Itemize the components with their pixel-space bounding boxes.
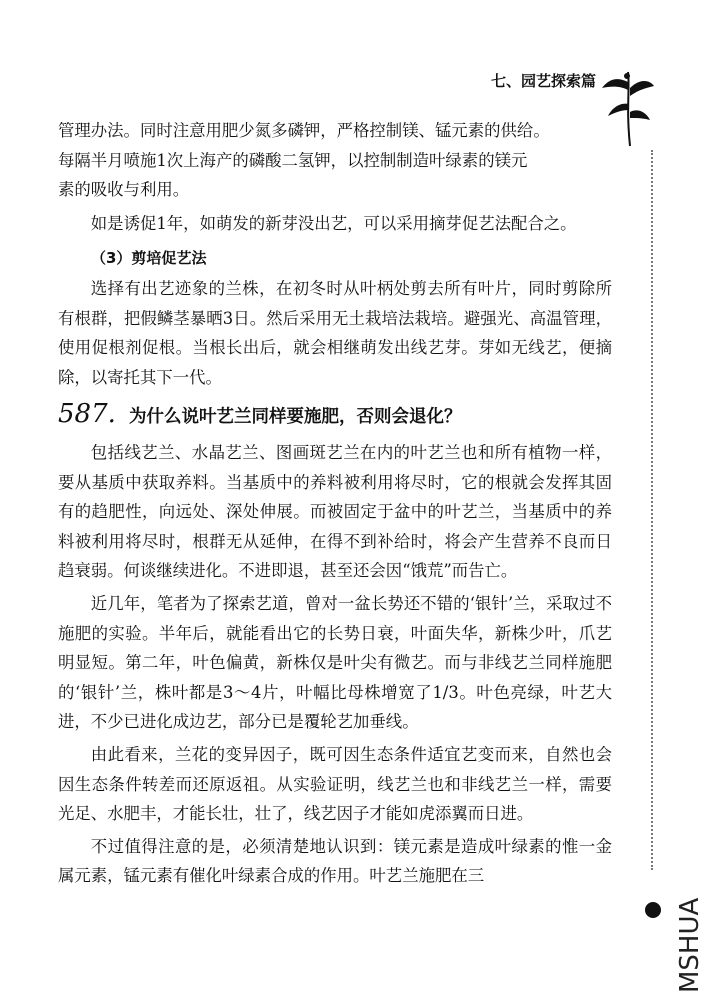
question-heading	[58, 399, 618, 429]
running-header: 七、园艺探索篇	[490, 72, 596, 90]
question-number: 587.	[58, 399, 116, 429]
margin-bullet-icon	[645, 902, 661, 918]
paragraph: 如是诱促1年，如萌发的新芽没出艺，可以采用摘芽促艺法配合之。	[90, 213, 577, 233]
paragraph: 由此看来，兰花的变异因子，既可因生态条件适宜艺变而来，自然也会因生态条件转差而还原返祖。从实验证明，线艺兰也和非线艺兰一样，需要光足、水肥丰，才能长壮，壮了，线艺因子才能如虎添翼而日进。	[58, 744, 612, 824]
text-block-top	[58, 116, 612, 392]
question-title: 为什么说叶艺兰同样要施肥，否则会退化？	[128, 407, 462, 427]
paragraph: 选择有出艺迹象的兰株，在初冬时从叶柄处剪去所有叶片，同时剪除所有根群，把假鳞茎暴晒3日。然后采用无土栽培法栽培。避强光、高温管理，使用促根剂促根。当根长出后，就会相继萌发出线艺芽。芽如无线艺，便摘除，以寄托其下一代。	[58, 278, 612, 387]
subheading: （3）剪培促艺法	[91, 249, 207, 268]
paragraph: 不过值得注意的是，必须清楚地认识到：镁元素是造成叶绿素的惟一金属元素，锰元素有催化叶绿素合成的作用。叶艺兰施肥在三	[58, 836, 612, 886]
text-block-answer	[58, 438, 612, 891]
line: 素的吸收与利用。	[58, 180, 190, 200]
margin-dotted-rule	[651, 150, 653, 870]
watermark	[668, 885, 708, 995]
line: 管理办法。同时注意用肥少氮多磷钾，严格控制镁、锰元素的供给。	[58, 121, 550, 140]
watermark-text: MSHUA	[675, 897, 705, 993]
paragraph: 近几年，笔者为了探索艺道，曾对一盆长势还不错的‘银针’兰，采取过不施肥的实验。半年后，就能看出它的长势日衰，叶面失华，新株少叶，爪艺明显短。第二年，叶色偏黄，新株仅是叶尖有微艺。而与非线艺兰同样施肥的‘银针’兰，株叶都是3～4片，叶幅比母株增宽了1/3。叶色亮绿，叶艺大进，不少已进化成边艺，部分已是覆轮艺加垂线。	[58, 593, 612, 732]
line: 每隔半月喷施1次上海产的磷酸二氢钾，以控制制造叶绿素的镁元	[58, 150, 528, 170]
paragraph: 包括线艺兰、水晶艺兰、图画斑艺兰在内的叶艺兰也和所有植物一样，要从基质中获取养料。当基质中的养料被利用将尽时，它的根就会发挥其固有的趋肥性，向远处、深处伸展。而被固定于盆中的叶艺兰，当基质中的养料被利用将尽时，根群无从延伸，在得不到补给时，将会产生营养不良而日趋衰弱。何谈继续进化。不进即退，甚至还会因“饿荒”而告亡。	[58, 443, 612, 581]
